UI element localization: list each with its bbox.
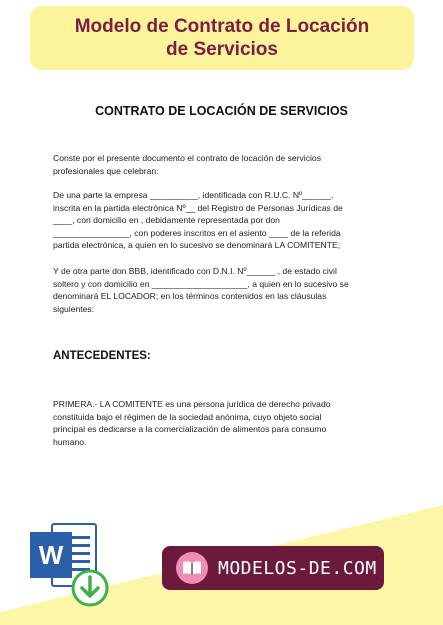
word-document-download-icon[interactable] <box>28 520 110 612</box>
text-line: denominará EL LOCADOR; en los términos contenidos en las cláusulas <box>53 291 327 302</box>
text-line: humano. <box>53 436 87 447</box>
text-line: siguientes: <box>53 303 95 314</box>
text-line: constituida bajo el régimen de la sociedad anónima, cuyo objeto social <box>53 411 322 422</box>
svg-text:W: W <box>38 540 64 570</box>
text-line: soltero y con domicilio en ____________________, a quien en lo sucesivo se <box>53 278 349 289</box>
text-line: Y de otra parte don BBB, identificado con D.N.I. Nº______ , de estado civil <box>53 266 337 276</box>
page-title-line-2: de Servicios <box>166 39 278 60</box>
document-heading: CONTRATO DE LOCACIÓN DE SERVICIOS <box>95 104 348 118</box>
text-line: De una parte la empresa __________, identificada con R.U.C. Nº______, <box>53 190 334 200</box>
brand-badge[interactable] <box>162 546 384 590</box>
text-line: PRIMERA.- LA COMITENTE es una persona jurídica de derecho privado <box>53 399 331 409</box>
open-book-icon <box>176 552 208 584</box>
text-line: ________________, con poderes inscritos en el asiento ____ de la referida <box>53 227 341 238</box>
text-line: inscrita en la partida electrónica Nº__ del Registro de Personas Jurídicas de <box>53 202 343 213</box>
text-line: principal es dedicarse a la comercialización de alimentos para consumo <box>53 424 327 435</box>
header-banner <box>30 6 414 70</box>
paragraph-primera <box>53 398 405 448</box>
paragraph-first-party <box>53 189 405 252</box>
page-title <box>75 15 370 61</box>
page-title-line-1: Modelo de Contrato de Locación <box>74 16 370 37</box>
paragraph-intro <box>53 152 405 177</box>
paragraph-second-party <box>53 265 405 315</box>
text-line: profesionales que celebran: <box>53 165 159 176</box>
brand-name: MODELOS-DE.COM <box>218 557 377 579</box>
text-line: ____, con domicilio en , debidamente representada por don <box>53 215 280 226</box>
section-heading-antecedentes: ANTECEDENTES: <box>53 350 151 362</box>
text-line: Conste por el presente documento el contrato de locación de servicios <box>53 153 321 163</box>
text-line: partida electrónica, a quien en lo sucesivo se denominará LA COMITENTE; <box>53 240 341 251</box>
